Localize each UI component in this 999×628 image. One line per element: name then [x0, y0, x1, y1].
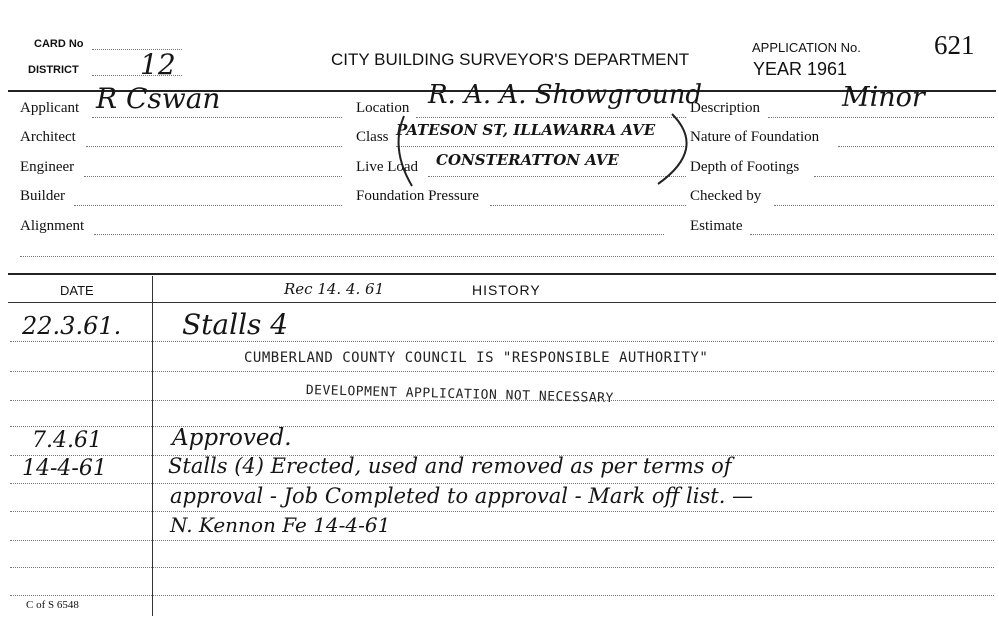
year-label: YEAR 1961	[753, 59, 848, 79]
blank-field-line	[20, 256, 994, 257]
architect-line	[86, 146, 342, 147]
history-text: Stalls (4) Erected, used and removed as per terms of	[168, 454, 732, 478]
district-label: DISTRICT	[28, 64, 79, 76]
date-header: DATE	[60, 283, 94, 298]
history-header-rule	[8, 302, 996, 303]
nature-foundation-line	[838, 146, 994, 147]
history-line	[10, 371, 994, 372]
estimate-line	[750, 234, 994, 235]
class-label: Class	[356, 129, 389, 145]
description-label: Description	[690, 100, 760, 116]
history-date: 22.3.61.	[22, 312, 122, 340]
architect-label: Architect	[20, 129, 76, 145]
district-value: 12	[140, 48, 176, 81]
card-no-label: CARD No	[34, 38, 84, 50]
engineer-line	[84, 176, 342, 177]
received-note: Rec 14. 4. 61	[284, 280, 385, 298]
location-detail-1: PATESON ST, ILLAWARRA AVE	[396, 121, 656, 139]
location-label: Location	[356, 100, 410, 116]
estimate-label: Estimate	[690, 218, 743, 234]
live-load-label: Live Load	[356, 159, 419, 175]
development-stamp: DEVELOPMENT APPLICATION NOT NECESSARY	[305, 383, 614, 407]
depth-footings-label: Depth of Footings	[690, 159, 800, 175]
application-label: APPLICATION No.	[752, 40, 861, 55]
applicant-label: Applicant	[20, 100, 80, 116]
depth-footings-line	[814, 176, 994, 177]
applicant-line	[92, 117, 342, 118]
history-date: 14-4-61	[22, 456, 107, 481]
location-bracket	[382, 104, 712, 194]
checked-by-label: Checked by	[690, 188, 762, 204]
history-top-rule	[8, 273, 996, 275]
location-value: R. A. A. Showground	[428, 80, 703, 110]
alignment-line	[94, 234, 664, 235]
department-title: CITY BUILDING SURVEYOR'S DEPARTMENT	[331, 50, 690, 69]
history-text: Approved.	[172, 425, 292, 451]
application-number: 621	[934, 30, 975, 60]
bracket-left	[399, 116, 412, 186]
history-line	[10, 595, 994, 596]
foundation-pressure-label: Foundation Pressure	[356, 188, 479, 204]
history-text: Stalls 4	[182, 308, 289, 341]
nature-foundation-label: Nature of Foundation	[690, 129, 820, 145]
alignment-label: Alignment	[20, 218, 85, 234]
location-detail-2: CONSTERATTON AVE	[436, 151, 619, 169]
builder-label: Builder	[20, 188, 65, 204]
history-date: 7.4.61	[32, 428, 102, 453]
foundation-pressure-line	[490, 205, 686, 206]
applicant-value: R Cswan	[96, 82, 221, 115]
form-code: C of S 6548	[26, 599, 79, 611]
history-line	[10, 540, 994, 541]
engineer-label: Engineer	[20, 159, 75, 175]
history-line	[10, 426, 994, 427]
checked-by-line	[774, 205, 994, 206]
bracket-right	[658, 114, 687, 184]
history-line	[10, 341, 994, 342]
description-value: Minor	[842, 82, 925, 113]
history-line	[10, 567, 994, 568]
history-text: approval - Job Completed to approval - Mark off list. —	[170, 484, 754, 508]
description-line	[768, 117, 994, 118]
date-column-divider	[152, 276, 153, 616]
history-text: N. Kennon Fe 14-4-61	[170, 513, 391, 537]
builder-line	[74, 205, 342, 206]
history-line	[10, 511, 994, 512]
authority-stamp: CUMBERLAND COUNTY COUNCIL IS "RESPONSIBLE AUTHORITY"	[244, 350, 709, 366]
history-header: HISTORY	[472, 282, 541, 298]
